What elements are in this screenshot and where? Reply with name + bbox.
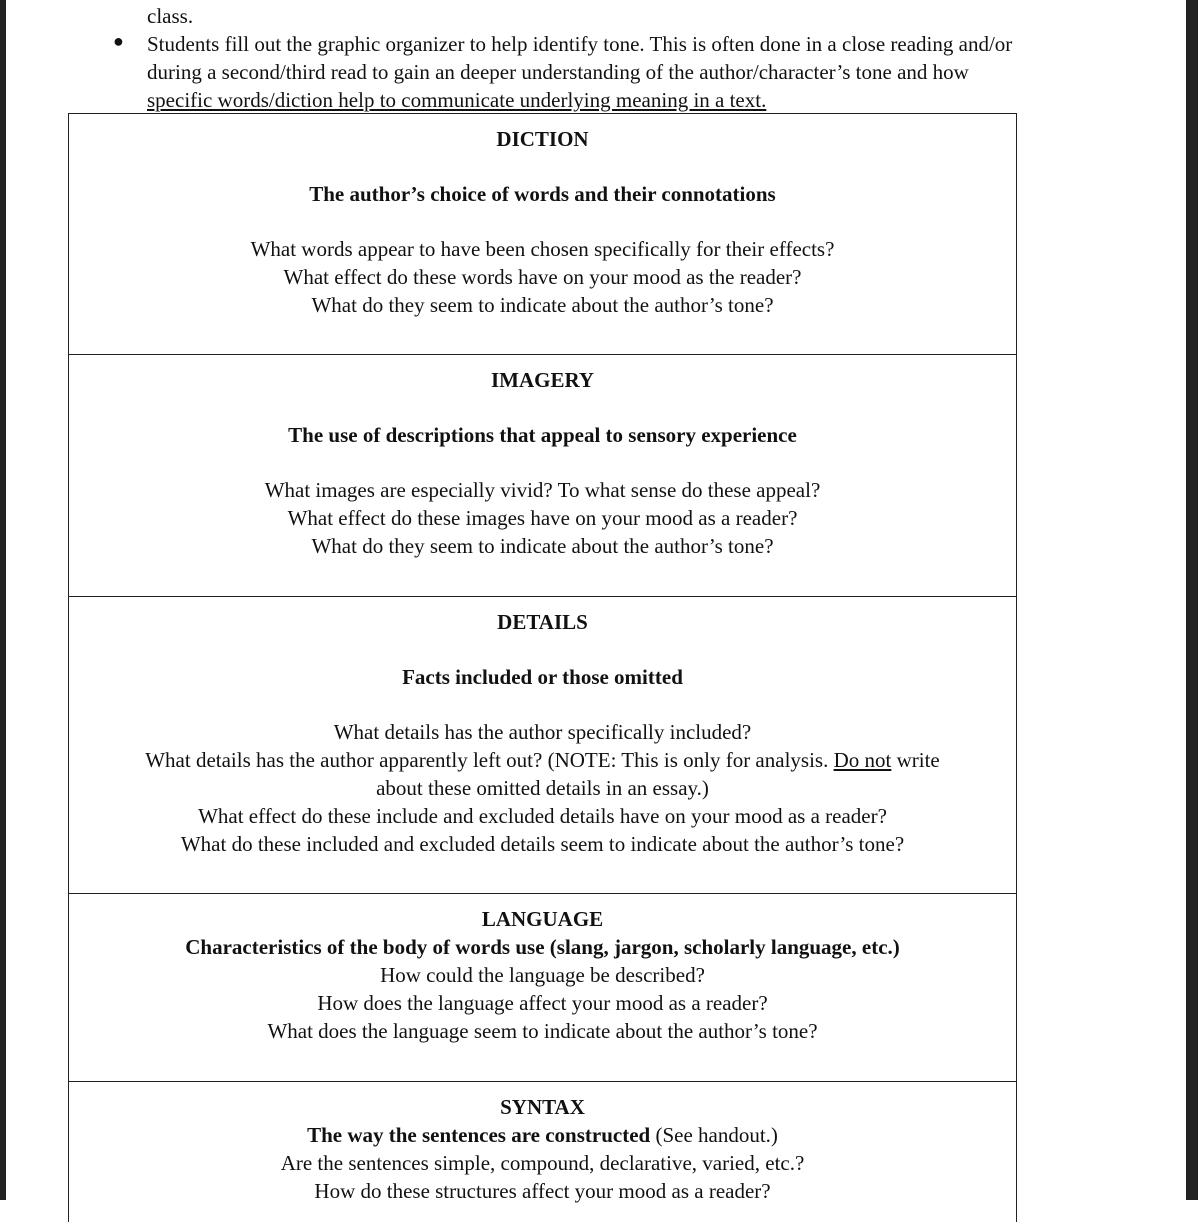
intro-line: during a second/third read to gain an deeper understanding of the author/character’s tone and how <box>147 60 969 84</box>
row-title: DICTION <box>496 127 589 151</box>
question: What details has the author specifically included? <box>333 720 752 744</box>
subtitle-text: The way the sentences are constructed <box>307 1123 651 1147</box>
row-title: DETAILS <box>497 610 588 634</box>
question: What effect do these words have on your mood as the reader? <box>283 265 802 289</box>
syntax-row <box>69 1082 1016 1222</box>
row-subtitle <box>69 1121 1016 1149</box>
row-subtitle: The use of descriptions that appeal to sensory experience <box>288 423 797 447</box>
screen-edge-left <box>0 0 6 1200</box>
question: How do these structures affect your mood as a reader? <box>314 1179 771 1203</box>
intro-text <box>147 2 1147 114</box>
question: What do they seem to indicate about the author’s tone? <box>311 293 774 317</box>
row-title: LANGUAGE <box>481 907 604 931</box>
question <box>69 746 1016 774</box>
language-row <box>69 894 1016 1082</box>
intro-line: specific words/diction help to communicate underlying meaning in a text. <box>147 88 767 112</box>
question: What do they seem to indicate about the author’s tone? <box>311 534 774 558</box>
question: What images are especially vivid? To what sense do these appeal? <box>264 478 821 502</box>
row-subtitle: The author’s choice of words and their connotations <box>309 182 776 206</box>
subtitle-note: (See handout.) <box>650 1123 778 1147</box>
intro-line: class. <box>147 4 194 28</box>
intro-line: Students fill out the graphic organizer to help identify tone. This is often done in a close reading and/or <box>147 32 1013 56</box>
question: What do these included and excluded details seem to indicate about the author’s tone? <box>180 832 905 856</box>
details-row <box>69 597 1016 894</box>
question: What words appear to have been chosen specifically for their effects? <box>250 237 835 261</box>
question: What effect do these images have on your mood as a reader? <box>287 506 798 530</box>
question: What does the language seem to indicate about the author’s tone? <box>267 1019 818 1043</box>
question: about these omitted details in an essay.) <box>376 776 709 800</box>
question: What effect do these include and excluded details have on your mood as a reader? <box>198 804 887 828</box>
question: How does the language affect your mood as a reader? <box>317 991 768 1015</box>
question-part: What details has the author apparently left out? (NOTE: This is only for analysis. <box>145 748 834 772</box>
bullet-icon: ● <box>113 31 124 51</box>
tone-organizer-table <box>68 113 1017 1222</box>
row-subtitle: Facts included or those omitted <box>402 665 683 689</box>
imagery-row <box>69 355 1016 597</box>
row-subtitle: Characteristics of the body of words use (slang, jargon, scholarly language, etc.) <box>185 935 900 959</box>
row-title: IMAGERY <box>490 368 595 392</box>
row-title: SYNTAX <box>500 1095 585 1119</box>
question: How could the language be described? <box>380 963 705 987</box>
question: Are the sentences simple, compound, declarative, varied, etc.? <box>280 1151 805 1175</box>
diction-row <box>69 114 1016 355</box>
question-part: write <box>891 748 940 772</box>
emphasis: Do not <box>833 748 892 772</box>
screen-edge-right <box>1186 0 1198 1200</box>
